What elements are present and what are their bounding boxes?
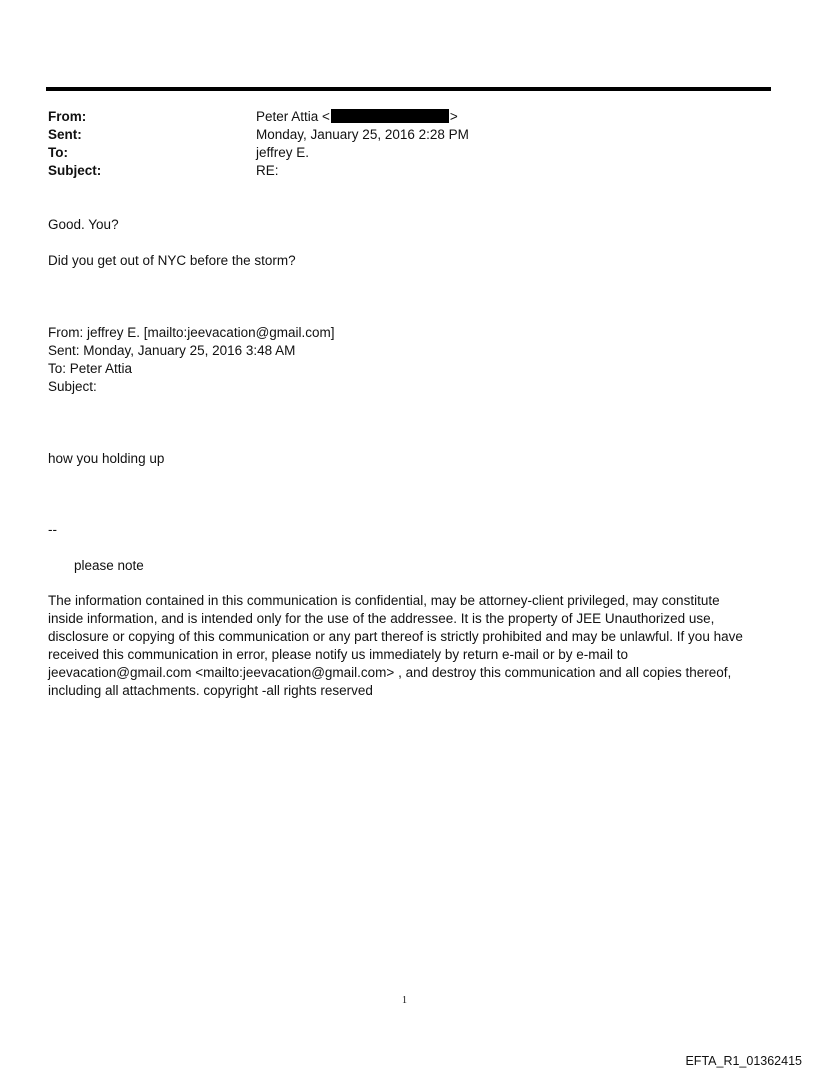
- document-id: EFTA_R1_01362415: [685, 1054, 802, 1068]
- from-close: >: [449, 109, 458, 124]
- quoted-message: how you holding up: [48, 451, 165, 466]
- subject-value: RE:: [256, 163, 279, 178]
- disclaimer-line: The information contained in this communication is confidential, may be attorney-client privileged, may constitute: [48, 593, 720, 608]
- from-value: [256, 108, 458, 126]
- quoted-from: From: jeffrey E. [mailto:jeevacation@gmail.com]: [48, 325, 335, 340]
- sent-label: Sent:: [48, 127, 82, 142]
- body-line-1: Good. You?: [48, 217, 119, 232]
- quoted-subject: Subject:: [48, 379, 97, 394]
- to-label: To:: [48, 145, 68, 160]
- page-number: 1: [402, 995, 407, 1006]
- disclaimer-line: disclosure or copying of this communication or any part thereof is strictly prohibited and may be unlawful. If you have: [48, 629, 743, 644]
- please-note: please note: [74, 558, 144, 573]
- body-line-2: Did you get out of NYC before the storm?: [48, 253, 296, 268]
- to-value: jeffrey E.: [256, 145, 310, 160]
- header-divider: [46, 87, 771, 91]
- signature-separator: --: [48, 522, 57, 537]
- disclaimer-line: inside information, and is intended only for the use of the addressee. It is the property of JEE Unauthorized use,: [48, 611, 715, 626]
- disclaimer-line: received this communication in error, please notify us immediately by return e-mail or by e-mail to: [48, 647, 628, 662]
- disclaimer-line: including all attachments. copyright -all rights reserved: [48, 683, 373, 698]
- from-label: From:: [48, 109, 87, 124]
- redaction-box: [331, 109, 449, 123]
- subject-label: Subject:: [48, 163, 102, 178]
- disclaimer-line: jeevacation@gmail.com <mailto:jeevacation@gmail.com> , and destroy this communication and all copies thereof,: [48, 665, 732, 680]
- quoted-to: To: Peter Attia: [48, 361, 133, 376]
- from-name: Peter Attia <: [256, 109, 330, 124]
- quoted-sent: Sent: Monday, January 25, 2016 3:48 AM: [48, 343, 296, 358]
- confidentiality-disclaimer: [48, 592, 758, 700]
- sent-value: Monday, January 25, 2016 2:28 PM: [256, 127, 469, 142]
